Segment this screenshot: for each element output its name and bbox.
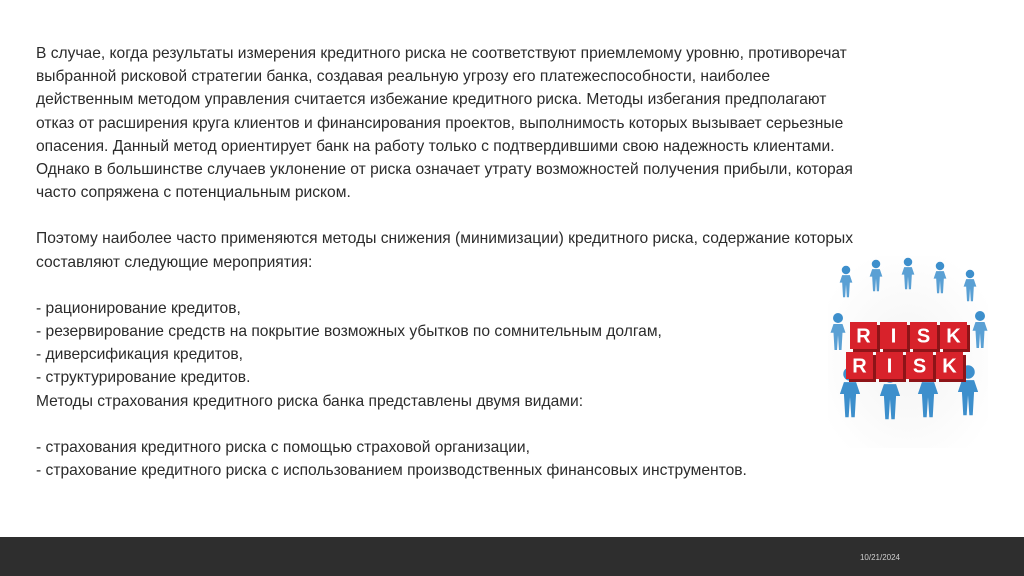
risk-block	[936, 352, 966, 382]
svg-text:K: K	[942, 355, 957, 378]
risk-block	[846, 352, 876, 382]
list-item: - рационирование кредитов,	[36, 299, 241, 317]
footer-bar	[0, 537, 1024, 576]
risk-blocks	[846, 322, 970, 382]
risk-block	[940, 322, 970, 352]
risk-block	[906, 352, 936, 382]
paragraph-gap	[36, 204, 996, 227]
people-around-risk-blocks-image	[828, 256, 988, 448]
svg-text:R: R	[856, 325, 871, 348]
svg-text:I: I	[890, 325, 897, 348]
insurance-intro: Методы страхования кредитного риска банка представлены двумя видами:	[36, 392, 584, 410]
risk-block	[880, 322, 910, 352]
list-item: - страхование кредитного риска с использованием производственных финансовых инструментов.	[36, 462, 747, 480]
svg-text:I: I	[886, 355, 893, 378]
risk-illustration	[828, 256, 988, 448]
svg-text:R: R	[852, 355, 867, 378]
risk-block	[910, 322, 940, 352]
list-item: - структурирование кредитов.	[36, 369, 251, 387]
list-item: - страхования кредитного риска с помощью страховой организации,	[36, 438, 530, 456]
list-item: - резервирование средств на покрытие возможных убытков по сомнительным долгам,	[36, 323, 662, 341]
svg-text:S: S	[912, 355, 927, 378]
list-item: - диверсификация кредитов,	[36, 346, 243, 364]
risk-block	[850, 322, 880, 352]
reduction-paragraph: Поэтому наиболее часто применяются методы снижения (минимизации) кредитного риска, содержание которых составляют следующие мероприятия:	[36, 230, 854, 271]
risk-block	[876, 352, 906, 382]
intro-paragraph: В случае, когда результаты измерения кредитного риска не соответствуют приемлемому уровню, противоречат выбранной рисковой стратегии банка, создавая реальную угрозу его платежеспособности, наиболее действенным методом управления считается избежание кредитного риска. Методы избегания предполагают отказ от расширения круга клиентов и финансирования проектов, выполнимость которых вызывает серьезные опасения. Данный метод ориентирует банк на работу только с подтвердившими свою надежность клиентами. Однако в большинстве случаев уклонение от риска означает утрату возможностей получения прибыли, которая часто сопряжена с потенциальным риском.	[36, 45, 853, 202]
svg-text:S: S	[916, 325, 931, 348]
footer-date: 10/21/2024	[859, 553, 900, 562]
svg-text:K: K	[946, 325, 961, 348]
